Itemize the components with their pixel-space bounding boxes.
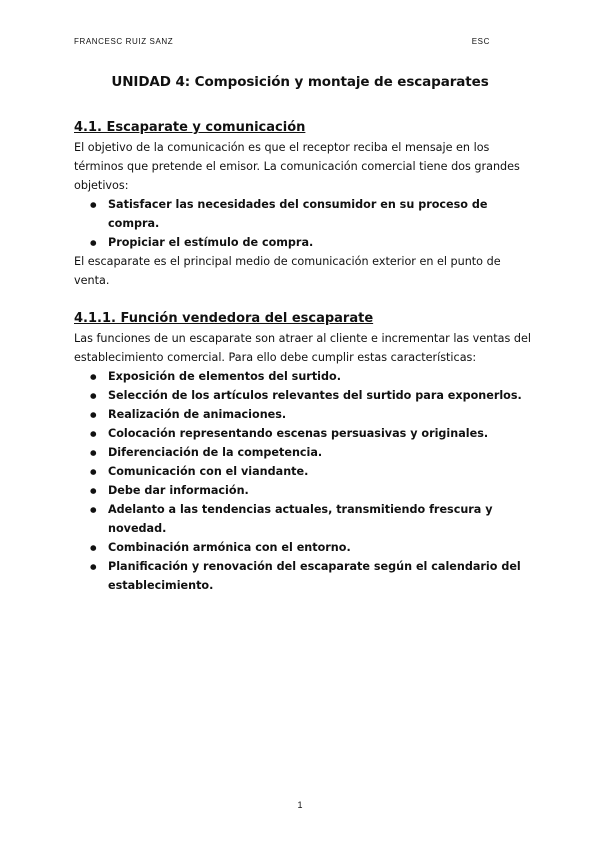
list-item: ● Colocación representando escenas persuasivas y originales. xyxy=(74,424,534,443)
list-item: ● Exposición de elementos del surtido. xyxy=(74,367,534,386)
list-item: ● Selección de los artículos relevantes del surtido para exponerlos. xyxy=(74,386,534,405)
list-item: ● Comunicación con el viandante. xyxy=(74,462,534,481)
list-item: ● Diferenciación de la competencia. xyxy=(74,443,534,462)
section-4-1-1-list xyxy=(74,367,534,595)
section-heading-4-1-1: 4.1.1. Función vendedora del escaparate xyxy=(74,311,374,326)
list-item: ● Combinación armónica con el entorno. xyxy=(74,538,534,557)
section-4-1-intro: El objetivo de la comunicación es que el receptor reciba el mensaje en los términos que pretende el emisor. La comunicación comercial tiene dos grandes objetivos: xyxy=(74,141,520,192)
header-right: ESC xyxy=(471,37,490,46)
document-body xyxy=(74,118,534,595)
list-item: ● Debe dar información. xyxy=(74,481,534,500)
list-item: ● Propiciar el estímulo de compra. xyxy=(74,233,534,252)
section-4-1-list xyxy=(74,195,534,252)
list-item: ● Planificación y renovación del escaparate según el calendario del establecimiento. xyxy=(74,557,534,595)
list-item: ● Satisfacer las necesidades del consumidor en su proceso de compra. xyxy=(74,195,534,233)
section-4-1-outro: El escaparate es el principal medio de comunicación exterior en el punto de venta. xyxy=(74,255,501,287)
list-item: ● Realización de animaciones. xyxy=(74,405,534,424)
section-spacer xyxy=(74,290,534,309)
list-item: ● Adelanto a las tendencias actuales, transmitiendo frescura y novedad. xyxy=(74,500,534,538)
section-4-1-1-intro: Las funciones de un escaparate son atraer al cliente e incrementar las ventas del establecimiento comercial. Para ello debe cumplir estas características: xyxy=(74,332,531,364)
document-title: UNIDAD 4: Composición y montaje de escaparates xyxy=(111,74,489,90)
header-author: FRANCESC RUIZ SANZ xyxy=(74,37,174,46)
page-number: 1 xyxy=(297,800,303,810)
section-heading-4-1: 4.1. Escaparate y comunicación xyxy=(74,120,306,135)
page-header xyxy=(74,37,490,46)
